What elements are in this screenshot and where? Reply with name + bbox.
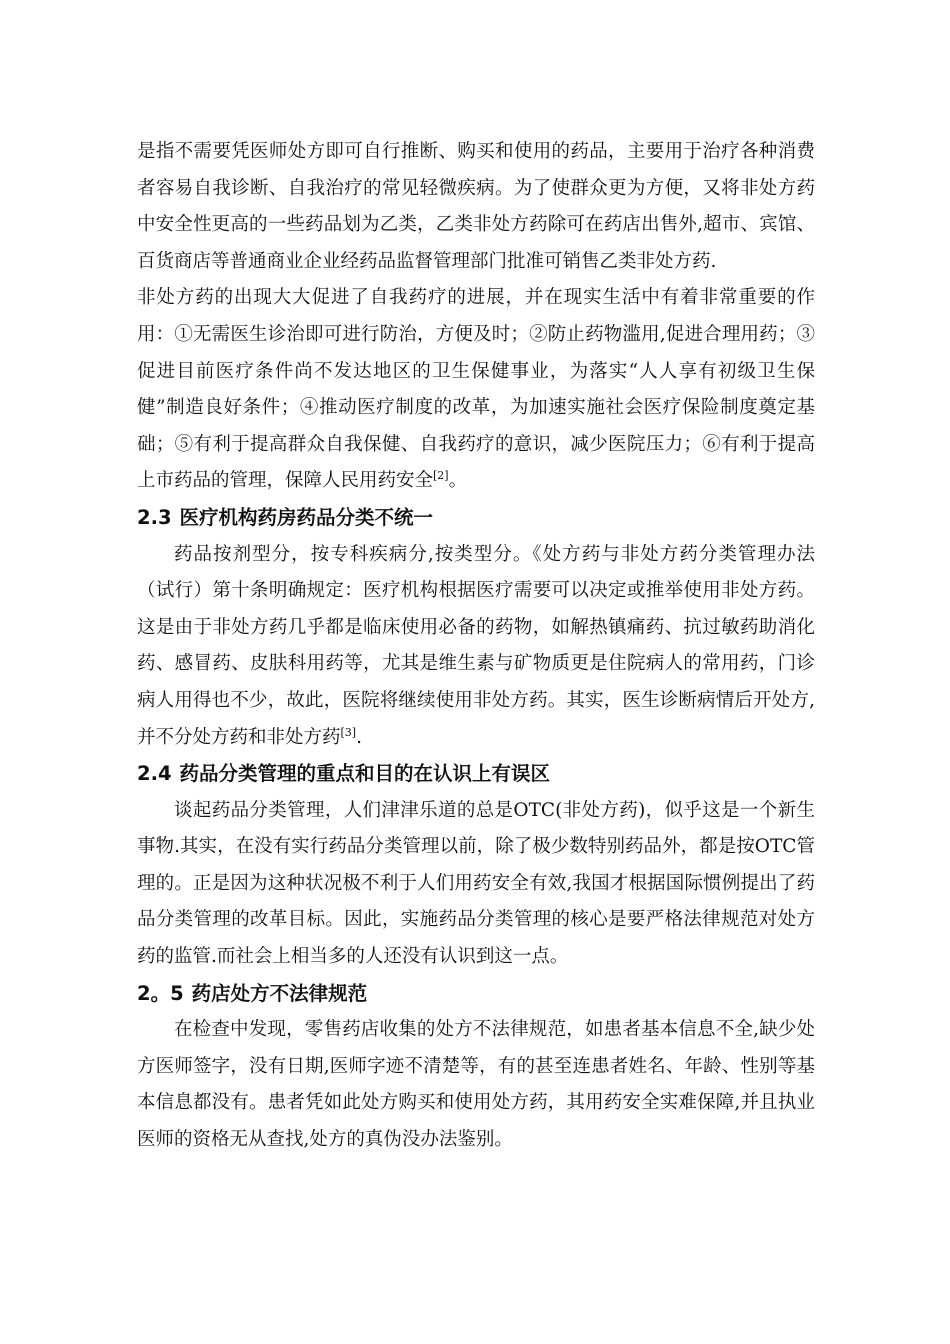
section-title: 药品分类管理的重点和目的在认识上有误区 [179, 762, 551, 786]
paragraph-otc-definition [137, 134, 815, 280]
paragraph-text: 谈起药品分类管理，人们津津乐道的总是OTC(非处方药)，似乎这是一个新生事物.其实，在没有实行药品分类管理以前，除了极少数特别药品外，都是按OTC管理的。正是因为这种状况极不利于人们用药安全有效,我国才根据国际惯例提出了药品分类管理的改革目标。因此，实施药品分类管理的核心是要严格法律规范对处方药的监管.而社会上相当多的人还没有认识到这一点。 [137, 799, 815, 968]
section-number: 2。5 [137, 981, 184, 1005]
citation-ref: [3] [340, 725, 357, 739]
section-title: 医疗机构药房药品分类不统一 [179, 505, 434, 529]
citation-ref: [2] [433, 469, 449, 483]
paragraph-otc-benefits [137, 280, 815, 500]
section-title: 药店处方不法律规范 [191, 981, 368, 1005]
section-heading-2-5 [137, 976, 815, 1013]
section-heading-2-3 [137, 500, 815, 537]
document-body [137, 134, 815, 1159]
paragraph-text: 药品按剂型分，按专科疾病分,按类型分。《处方药与非处方药分类管理办法（试行）第十条明确规定：医疗机构根据医疗需要可以决定或推举使用非处方药。这是由于非处方药几乎都是临床使用必备的药物，如解热镇痛药、抗过敏药助消化药、感冒药、皮肤科用药等，尤其是维生素与矿物质更是住院病人的常用药，门诊病人用得也不少，故此，医院将继续使用非处方药。其实，医生诊断病情后开处方,并不分处方药和非处方药 [137, 543, 815, 748]
paragraph-text: 在检查中发现，零售药店收集的处方不法律规范，如患者基本信息不全,缺少处方医师签字，没有日期,医师字迹不清楚等，有的甚至连患者姓名、年龄、性别等基本信息都没有。患者凭如此处方购买和使用处方药，其用药安全实难保障,并且执业医师的资格无从查找,处方的真伪没办法鉴别。 [137, 1019, 815, 1151]
paragraph-classification [137, 537, 815, 757]
section-number: 2.3 [137, 505, 172, 529]
section-number: 2.4 [137, 762, 172, 786]
paragraph-prescription-issues [137, 1012, 815, 1158]
paragraph-text: 非处方药的出现大大促进了自我药疗的进展，并在现实生活中有着非常重要的作用：①无需医生诊治即可进行防治，方便及时；②防止药物滥用,促进合理用药；③促进目前医疗条件尚不发达地区的卫生保健事业，为落实“人人享有初级卫生保健”制造良好条件；④推动医疗制度的改革，为加速实施社会医疗保险制度奠定基础；⑤有利于提高群众自我保健、自我药疗的意识，减少医院压力；⑥有利于提高上市药品的管理，保障人民用药安全 [137, 287, 815, 492]
paragraph-end: . [356, 726, 362, 748]
paragraph-misconception [137, 793, 815, 976]
paragraph-end: 。 [448, 470, 468, 492]
section-heading-2-4 [137, 756, 815, 793]
paragraph-text: 是指不需要凭医师处方即可自行推断、购买和使用的药品，主要用于治疗各种消费者容易自我诊断、自我治疗的常见轻微疾病。为了使群众更为方便，又将非处方药中安全性更高的一些药品划为乙类，乙类非处方药除可在药店出售外,超市、宾馆、百货商店等普通商业企业经药品监督管理部门批准可销售乙类非处方药. [137, 141, 815, 272]
